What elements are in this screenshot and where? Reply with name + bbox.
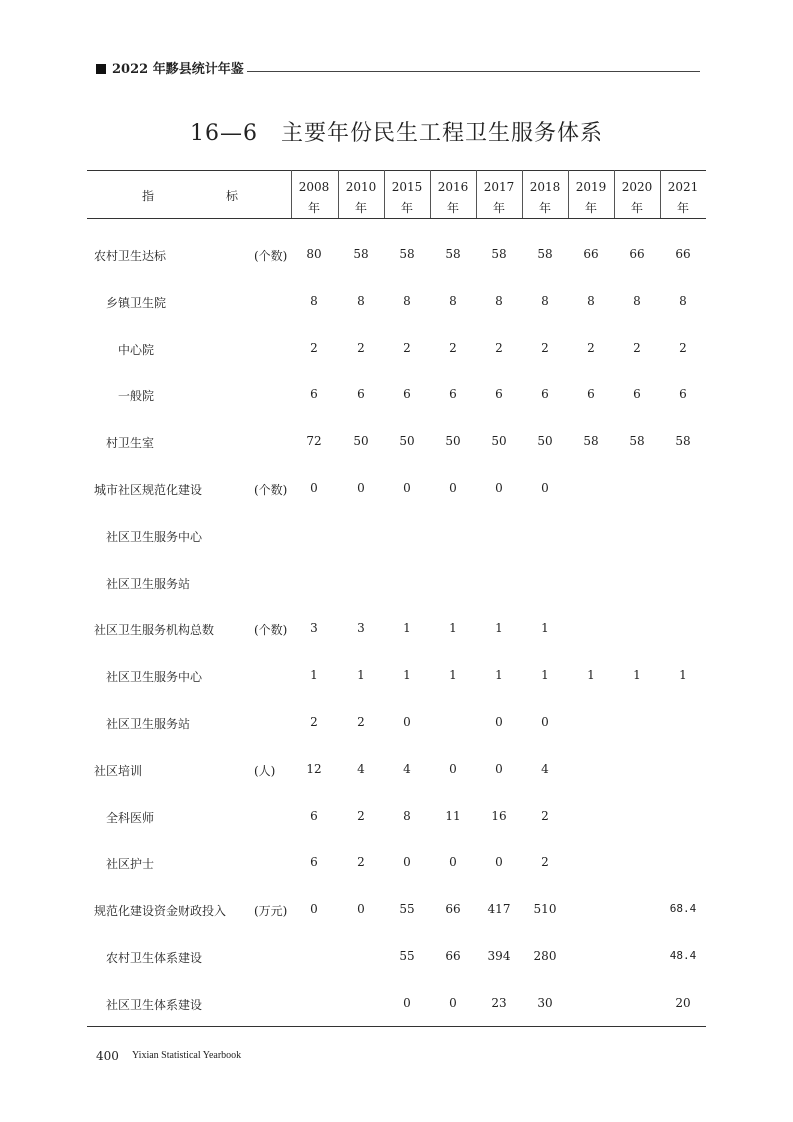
table-cell: 72 xyxy=(306,434,322,449)
row-label: 乡镇卫生院 xyxy=(106,295,167,310)
table-cell: 0 xyxy=(449,481,457,495)
year-header xyxy=(384,177,430,219)
table-cell: 50 xyxy=(491,434,507,449)
table-cell: 66 xyxy=(445,902,461,917)
table-cell: 0 xyxy=(495,715,503,729)
table-cell: 8 xyxy=(587,293,595,308)
year-header-suffix: 年 xyxy=(538,201,551,215)
running-header xyxy=(96,58,244,77)
year-header-value: 2008 xyxy=(298,180,330,194)
row-label: 城市社区规范化建设 xyxy=(94,483,203,497)
table-cell: 58 xyxy=(445,247,461,261)
table-cell: 1 xyxy=(679,668,687,683)
row-unit: (个数) xyxy=(254,623,288,638)
year-header xyxy=(338,177,384,219)
table-cell: 30 xyxy=(537,995,553,1010)
row-label: 村卫生室 xyxy=(106,436,155,451)
row-label: 全科医师 xyxy=(106,810,155,825)
table-cell: 0 xyxy=(310,481,318,495)
table-cell: 66 xyxy=(629,247,645,261)
year-header-suffix: 年 xyxy=(676,201,689,215)
row-label: 社区卫生服务站 xyxy=(106,576,191,591)
table-cell: 12 xyxy=(306,761,322,776)
table-cell: 80 xyxy=(306,247,322,261)
table-cell: 1 xyxy=(541,621,549,636)
row-unit: (个数) xyxy=(254,483,288,497)
table-cell: 2 xyxy=(403,340,411,355)
table-cell: 1 xyxy=(495,621,503,636)
table-cell: 0 xyxy=(495,481,503,495)
table-cell: 1 xyxy=(357,668,365,683)
table-cell: 2 xyxy=(357,715,365,729)
table-cell: 394 xyxy=(487,949,511,963)
row-label: 农村卫生体系建设 xyxy=(106,951,203,965)
year-header-value: 2021 xyxy=(667,180,699,194)
table-cell: 6 xyxy=(495,387,503,402)
table-cell: 6 xyxy=(587,387,595,402)
indicator-header-char-1: 指 xyxy=(142,189,155,203)
table-cell: 0 xyxy=(357,481,365,495)
row-unit: (人) xyxy=(254,763,276,778)
table-cell: 66 xyxy=(675,247,691,261)
year-header-suffix: 年 xyxy=(584,201,597,215)
table-cell: 2 xyxy=(310,340,318,355)
page-title: 16—6 主要年份民生工程卫生服务体系 xyxy=(190,121,603,146)
table-cell: 0 xyxy=(449,855,457,870)
table-cell: 48.4 xyxy=(669,949,697,962)
table-cell: 0 xyxy=(310,902,318,917)
table-cell: 58 xyxy=(537,247,553,261)
year-header-value: 2020 xyxy=(621,180,653,194)
table-cell: 6 xyxy=(633,387,641,402)
table-cell: 6 xyxy=(403,387,411,402)
table-cell: 55 xyxy=(399,902,415,917)
table-cell: 1 xyxy=(449,621,457,636)
row-label: 社区卫生服务中心 xyxy=(106,670,203,685)
table-cell: 1 xyxy=(310,668,318,683)
table-cell: 6 xyxy=(679,387,687,402)
table-cell: 8 xyxy=(679,293,687,308)
year-header-value: 2015 xyxy=(391,180,423,194)
table-cell: 6 xyxy=(310,808,318,823)
table-cell: 6 xyxy=(310,387,318,402)
year-header xyxy=(522,177,568,219)
table-cell: 2 xyxy=(310,715,318,729)
table-cell: 1 xyxy=(449,668,457,683)
year-header xyxy=(614,177,660,219)
year-header xyxy=(430,177,476,219)
year-header-suffix: 年 xyxy=(630,201,643,215)
table-cell: 0 xyxy=(403,715,411,729)
table-cell: 6 xyxy=(310,855,318,870)
table-cell: 1 xyxy=(633,668,641,683)
table-cell: 1 xyxy=(495,668,503,683)
table-cell: 1 xyxy=(403,621,411,636)
table-cell: 8 xyxy=(310,293,318,308)
table-cell: 0 xyxy=(403,481,411,495)
table-cell: 0 xyxy=(541,481,549,495)
table-cell: 2 xyxy=(541,808,549,823)
table-cell: 6 xyxy=(541,387,549,402)
table-cell: 8 xyxy=(449,293,457,308)
table-cell: 50 xyxy=(445,434,461,449)
table-cell: 0 xyxy=(403,995,411,1010)
table-cell: 4 xyxy=(403,761,411,776)
table-cell: 2 xyxy=(449,340,457,355)
table-cell: 0 xyxy=(449,995,457,1010)
table-cell: 50 xyxy=(537,434,553,449)
table-cell: 0 xyxy=(403,855,411,870)
table-cell: 3 xyxy=(310,621,318,636)
table-cell: 2 xyxy=(357,855,365,870)
table-cell: 2 xyxy=(357,808,365,823)
table-cell: 1 xyxy=(403,668,411,683)
row-label: 农村卫生达标 xyxy=(94,249,167,263)
row-label: 社区卫生体系建设 xyxy=(106,997,203,1012)
table-cell: 20 xyxy=(675,995,691,1010)
table-cell: 50 xyxy=(399,434,415,449)
header-rule xyxy=(247,71,700,72)
row-label: 社区卫生服务机构总数 xyxy=(94,623,215,638)
table-cell: 8 xyxy=(357,293,365,308)
table-cell: 11 xyxy=(445,808,461,823)
table-cell: 0 xyxy=(357,902,365,917)
year-header-value: 2010 xyxy=(345,180,377,194)
year-header-suffix: 年 xyxy=(446,201,459,215)
year-header-value: 2018 xyxy=(529,180,561,194)
table-cell: 1 xyxy=(541,668,549,683)
row-label: 社区卫生服务中心 xyxy=(106,529,203,544)
table-cell: 2 xyxy=(633,340,641,355)
table-cell: 2 xyxy=(495,340,503,355)
table-cell: 8 xyxy=(403,293,411,308)
table-cell: 417 xyxy=(487,902,511,917)
table-cell: 0 xyxy=(449,761,457,776)
table-cell: 3 xyxy=(357,621,365,636)
indicator-header-char-2: 标 xyxy=(226,189,239,203)
row-label: 社区培训 xyxy=(94,763,143,778)
table-cell: 6 xyxy=(449,387,457,402)
year-header-value: 2017 xyxy=(483,180,515,194)
table-cell: 2 xyxy=(357,340,365,355)
year-header-suffix: 年 xyxy=(307,201,320,215)
row-label: 社区卫生服务站 xyxy=(106,717,191,731)
table-cell: 23 xyxy=(491,995,507,1010)
row-unit: (个数) xyxy=(254,249,288,263)
table-cell: 8 xyxy=(633,293,641,308)
table-cell: 8 xyxy=(495,293,503,308)
year-header-value: 2019 xyxy=(575,180,607,194)
table-cell: 2 xyxy=(679,340,687,355)
table-cell: 58 xyxy=(675,434,691,449)
year-header-suffix: 年 xyxy=(492,201,505,215)
table-cell: 4 xyxy=(357,761,365,776)
table-bottom-rule xyxy=(87,1026,706,1027)
row-label: 社区护士 xyxy=(106,857,155,872)
table-cell: 58 xyxy=(629,434,645,449)
table-cell: 1 xyxy=(587,668,595,683)
table-cell: 8 xyxy=(403,808,411,823)
table-cell: 6 xyxy=(357,387,365,402)
table-cell: 2 xyxy=(541,340,549,355)
year-header xyxy=(291,177,337,219)
page-number: 400 xyxy=(96,1049,119,1063)
table-cell: 66 xyxy=(445,949,461,963)
table-cell: 0 xyxy=(495,761,503,776)
table-cell: 280 xyxy=(533,949,557,963)
year-header xyxy=(660,177,706,219)
table-cell: 55 xyxy=(399,949,415,963)
year-header-suffix: 年 xyxy=(354,201,367,215)
table-cell: 510 xyxy=(533,902,557,917)
row-label: 中心院 xyxy=(118,342,155,357)
table-cell: 58 xyxy=(491,247,507,261)
row-label: 一般院 xyxy=(118,389,155,404)
table-cell: 50 xyxy=(353,434,369,449)
year-header xyxy=(476,177,522,219)
table-cell: 8 xyxy=(541,293,549,308)
square-bullet-icon xyxy=(96,64,106,74)
table-cell: 0 xyxy=(541,715,549,729)
table-cell: 4 xyxy=(541,761,549,776)
row-unit: (万元) xyxy=(254,904,288,919)
table-cell: 58 xyxy=(399,247,415,261)
year-header-value: 2016 xyxy=(437,180,469,194)
table-cell: 2 xyxy=(587,340,595,355)
year-header xyxy=(568,177,614,219)
header-text: 2022 年黟县统计年鉴 xyxy=(112,62,244,77)
footer-title: Yixian Statistical Yearbook xyxy=(132,1050,242,1061)
table-cell: 68.4 xyxy=(669,902,697,916)
table-cell: 58 xyxy=(583,434,599,449)
table-cell: 16 xyxy=(491,808,507,823)
table-cell: 66 xyxy=(583,247,599,261)
year-header-suffix: 年 xyxy=(400,201,413,215)
table-cell: 0 xyxy=(495,855,503,870)
table-cell: 58 xyxy=(353,247,369,261)
table-cell: 2 xyxy=(541,855,549,870)
row-label: 规范化建设资金财政投入 xyxy=(94,904,227,919)
